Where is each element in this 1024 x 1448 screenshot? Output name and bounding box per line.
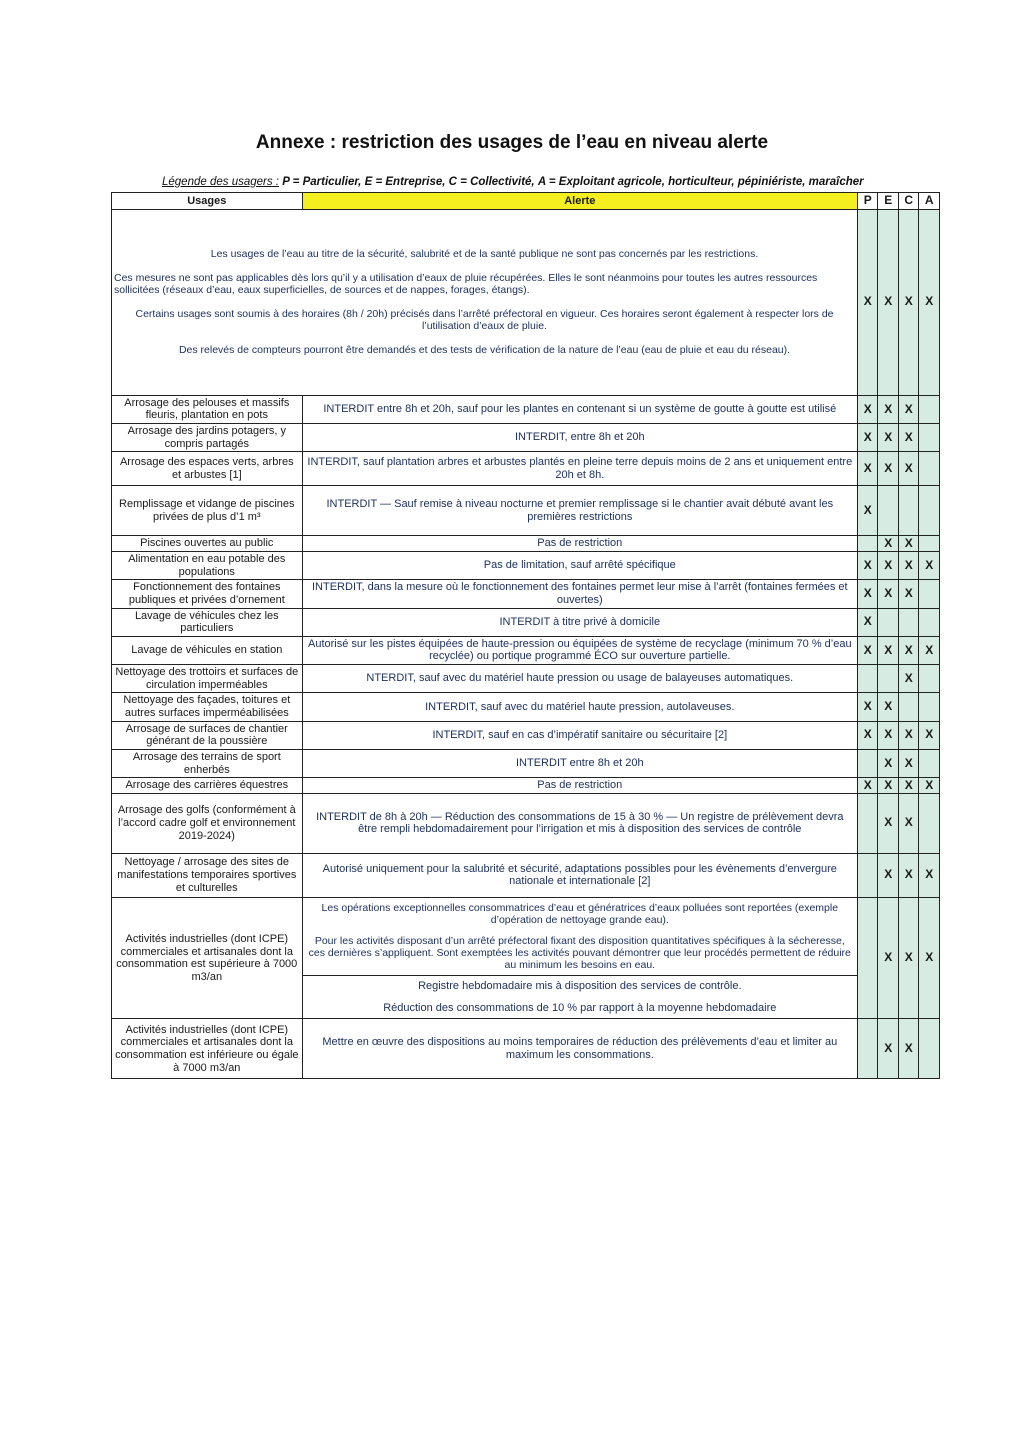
- mark-p: X: [858, 209, 878, 395]
- rule-cell: INTERDIT, entre 8h et 20h: [302, 424, 857, 452]
- rule-cell: INTERDIT à titre privé à domicile: [302, 608, 857, 636]
- mark-c: X: [898, 424, 918, 452]
- table-header-row: [112, 193, 940, 210]
- mark-e: X: [878, 424, 898, 452]
- rule-cell: INTERDIT entre 8h et 20h: [302, 749, 857, 777]
- mark-e: X: [878, 721, 898, 749]
- legend-c: C = Collectivité,: [448, 176, 535, 188]
- legend-label: Légende des usagers :: [162, 176, 280, 188]
- table-row: [112, 693, 940, 721]
- rule-cell: INTERDIT — Sauf remise à niveau nocturne et premier remplissage si le chantier avait débuté avant les premières restrictions: [302, 486, 857, 536]
- mark-p: X: [858, 721, 878, 749]
- mark-e: X: [878, 636, 898, 664]
- usage-cell: Arrosage des carrières équestres: [112, 778, 303, 794]
- intro-p2: Ces mesures ne sont pas applicables dès lors qu’il y a utilisation d’eaux de pluie récupérées. Elles le sont néanmoins pour toutes les autres ressources sollicitées (réseaux d’eau, eaux superficielles, de sources et de nappes, forages, étangs).: [114, 272, 818, 297]
- usage-cell: Arrosage des jardins potagers, y compris partagés: [112, 424, 303, 452]
- rule-cell: Pas de limitation, sauf arrêté spécifique: [302, 552, 857, 580]
- mark-p: [858, 536, 878, 552]
- table-row: [112, 853, 940, 897]
- usage-cell: Activités industrielles (dont ICPE) commerciales et artisanales dont la consommation est inférieure ou égale à 7000 m3/an: [112, 1019, 303, 1079]
- table-row: [112, 778, 940, 794]
- mark-e: X: [878, 552, 898, 580]
- usage-cell: Nettoyage / arrosage des sites de manifestations temporaires sportives et culturelles: [112, 853, 303, 897]
- usage-cell: Arrosage des terrains de sport enherbés: [112, 749, 303, 777]
- rule-cell: INTERDIT, sauf plantation arbres et arbustes plantés en pleine terre depuis moins de 2 ans et uniquement entre 20h et 8h.: [302, 452, 857, 486]
- mark-a: X: [919, 778, 940, 794]
- table-row: [112, 580, 940, 608]
- mark-a: X: [919, 853, 940, 897]
- mark-c: X: [898, 778, 918, 794]
- table-row: [112, 793, 940, 853]
- rule-cell: INTERDIT, sauf avec du matériel haute pression, autolaveuses.: [302, 693, 857, 721]
- mark-a: [919, 608, 940, 636]
- legend-a: A = Exploitant agricole, horticulteur, pépiniériste, maraîcher: [537, 176, 864, 188]
- mark-a: [919, 793, 940, 853]
- header-p: P: [858, 193, 878, 210]
- usage-cell: Arrosage des espaces verts, arbres et arbustes [1]: [112, 452, 303, 486]
- mark-c: X: [898, 897, 918, 1019]
- rule-cell: INTERDIT, sauf en cas d’impératif sanitaire ou sécuritaire [2]: [302, 721, 857, 749]
- mark-e: X: [878, 580, 898, 608]
- usage-cell: Piscines ouvertes au public: [112, 536, 303, 552]
- mark-a: X: [919, 721, 940, 749]
- industry-high-row: [112, 897, 940, 1019]
- mark-c: X: [898, 209, 918, 395]
- mark-p: X: [858, 424, 878, 452]
- table-row: [112, 636, 940, 664]
- mark-e: X: [878, 853, 898, 897]
- mark-a: [919, 580, 940, 608]
- table-row: [112, 721, 940, 749]
- header-c: C: [898, 193, 918, 210]
- usage-cell: Remplissage et vidange de piscines privées de plus d’1 m³: [112, 486, 303, 536]
- mark-c: X: [898, 552, 918, 580]
- mark-e: [878, 486, 898, 536]
- industry-high-top-p1: Les opérations exceptionnelles consommatrices d’eau et génératrices d’eaux polluées sont reportées (exemple d’opération de nettoyage grande eau).: [321, 901, 839, 926]
- usage-cell: Arrosage des pelouses et massifs fleuris, plantation en pots: [112, 395, 303, 423]
- mark-e: X: [878, 1019, 898, 1079]
- mark-e: X: [878, 452, 898, 486]
- mark-c: X: [898, 536, 918, 552]
- mark-p: X: [858, 636, 878, 664]
- table-row: [112, 486, 940, 536]
- mark-e: X: [878, 897, 898, 1019]
- usage-cell: Lavage de véhicules chez les particuliers: [112, 608, 303, 636]
- usage-cell: Nettoyage des trottoirs et surfaces de circulation imperméables: [112, 665, 303, 693]
- mark-c: X: [898, 1019, 918, 1079]
- mark-p: X: [858, 486, 878, 536]
- mark-e: X: [878, 693, 898, 721]
- mark-a: [919, 536, 940, 552]
- mark-e: X: [878, 793, 898, 853]
- usage-cell: Activités industrielles (dont ICPE) commerciales et artisanales dont la consommation est supérieure à 7000 m3/an: [112, 897, 303, 1019]
- page-title: Annexe : restriction des usages de l’eau en niveau alerte: [255, 132, 769, 153]
- header-alerte: Alerte: [302, 193, 857, 210]
- mark-a: X: [919, 552, 940, 580]
- mark-a: [919, 486, 940, 536]
- industry-high-bottom-p1: Registre hebdomadaire mis à disposition des services de contrôle.: [418, 980, 742, 993]
- rule-cell: INTERDIT entre 8h et 20h, sauf pour les plantes en contenant si un système de goutte à goutte est utilisé: [302, 395, 857, 423]
- mark-p: [858, 793, 878, 853]
- mark-a: X: [919, 209, 940, 395]
- mark-a: [919, 424, 940, 452]
- mark-a: [919, 1019, 940, 1079]
- mark-p: [858, 665, 878, 693]
- mark-p: [858, 749, 878, 777]
- rule-cell: Pas de restriction: [302, 536, 857, 552]
- table-row: [112, 395, 940, 423]
- header-usages: Usages: [112, 193, 303, 210]
- intro-text: [112, 209, 858, 395]
- table-row: [112, 608, 940, 636]
- mark-e: X: [878, 778, 898, 794]
- industry-high-top: [303, 898, 857, 976]
- mark-c: [898, 486, 918, 536]
- rule-cell: NTERDIT, sauf avec du matériel haute pression ou usage de balayeuses automatiques.: [302, 665, 857, 693]
- mark-c: [898, 693, 918, 721]
- mark-p: X: [858, 395, 878, 423]
- header-e: E: [878, 193, 898, 210]
- header-a: A: [919, 193, 940, 210]
- rule-cell: [302, 897, 857, 1019]
- mark-e: X: [878, 209, 898, 395]
- mark-a: [919, 395, 940, 423]
- industry-high-top-p2: Pour les activités disposant d’un arrêté préfectoral fixant des disposition quantitatives spécifiques à la sécheresse, ces dernières s’appliquent. Sont exemptées les activités pouvant démontrer que leur procédés permettent de réduire au minimum les besoins en eau.: [308, 935, 851, 972]
- mark-c: X: [898, 636, 918, 664]
- mark-p: X: [858, 452, 878, 486]
- mark-p: X: [858, 778, 878, 794]
- legend-e: E = Entreprise,: [364, 176, 446, 188]
- mark-c: X: [898, 853, 918, 897]
- mark-c: X: [898, 580, 918, 608]
- table-row: [112, 452, 940, 486]
- table-row: [112, 665, 940, 693]
- usage-cell: Arrosage de surfaces de chantier générant de la poussière: [112, 721, 303, 749]
- intro-p1: Les usages de l’eau au titre de la sécurité, salubrité et de la santé publique ne sont pas concernés par les restrictions.: [210, 248, 759, 261]
- mark-c: X: [898, 452, 918, 486]
- mark-a: [919, 665, 940, 693]
- table-row: [112, 552, 940, 580]
- mark-p: X: [858, 608, 878, 636]
- usage-cell: Arrosage des golfs (conformément à l’accord cadre golf et environnement 2019-2024): [112, 793, 303, 853]
- mark-p: X: [858, 552, 878, 580]
- mark-p: [858, 853, 878, 897]
- industry-low-row: [112, 1019, 940, 1079]
- table-row: [112, 749, 940, 777]
- legend-p: P = Particulier,: [282, 176, 362, 188]
- usage-cell: Alimentation en eau potable des populations: [112, 552, 303, 580]
- industry-high-bottom: [303, 976, 857, 1018]
- mark-a: X: [919, 897, 940, 1019]
- mark-e: [878, 665, 898, 693]
- rule-cell: INTERDIT de 8h à 20h — Réduction des consommations de 15 à 30 % — Un registre de prélèvement devra être rempli hebdomadairement pour l’irrigation et mis à disposition des services de contrôle: [302, 793, 857, 853]
- mark-a: [919, 749, 940, 777]
- intro-row: [112, 209, 940, 395]
- mark-e: X: [878, 536, 898, 552]
- mark-p: X: [858, 580, 878, 608]
- intro-p3: Certains usages sont soumis à des horaires (8h / 20h) précisés dans l’arrêté préfectoral en vigueur. Ces horaires seront également à respecter lors de l’utilisation d’eaux de pluie.: [135, 308, 834, 333]
- table-row: [112, 536, 940, 552]
- mark-c: X: [898, 793, 918, 853]
- restrictions-table: [111, 192, 940, 1079]
- table-row: [112, 424, 940, 452]
- usage-cell: Nettoyage des façades, toitures et autres surfaces imperméabilisées: [112, 693, 303, 721]
- mark-c: [898, 608, 918, 636]
- mark-e: X: [878, 749, 898, 777]
- intro-p4: Des relevés de compteurs pourront être demandés et des tests de vérification de la nature de l’eau (eau de pluie et eau du réseau).: [178, 344, 791, 357]
- mark-p: X: [858, 693, 878, 721]
- usage-cell: Lavage de véhicules en station: [112, 636, 303, 664]
- rule-cell: INTERDIT, dans la mesure où le fonctionnement des fontaines permet leur mise à l’arrêt (fontaines fermées et ouvertes): [302, 580, 857, 608]
- mark-c: X: [898, 721, 918, 749]
- industry-high-bottom-p2: Réduction des consommations de 10 % par rapport à la moyenne hebdomadaire: [383, 1001, 777, 1014]
- rule-cell: Autorisé sur les pistes équipées de haute-pression ou équipées de système de recyclage (minimum 70 % d’eau recyclée) ou portique programmé ÉCO sur ouverture partielle.: [302, 636, 857, 664]
- mark-a: X: [919, 636, 940, 664]
- rule-cell: Mettre en œuvre des dispositions au moins temporaires de réduction des prélèvements d’eau et limiter au maximum les consommations.: [302, 1019, 857, 1079]
- mark-a: [919, 693, 940, 721]
- rule-cell: Autorisé uniquement pour la salubrité et sécurité, adaptations possibles pour les évènements d’envergure nationale et internationale [2]: [302, 853, 857, 897]
- legend: [162, 176, 922, 188]
- usage-cell: Fonctionnement des fontaines publiques et privées d’ornement: [112, 580, 303, 608]
- mark-p: [858, 897, 878, 1019]
- rule-cell: Pas de restriction: [302, 778, 857, 794]
- mark-c: X: [898, 395, 918, 423]
- mark-c: X: [898, 665, 918, 693]
- mark-e: X: [878, 395, 898, 423]
- mark-c: X: [898, 749, 918, 777]
- mark-e: [878, 608, 898, 636]
- mark-p: [858, 1019, 878, 1079]
- mark-a: [919, 452, 940, 486]
